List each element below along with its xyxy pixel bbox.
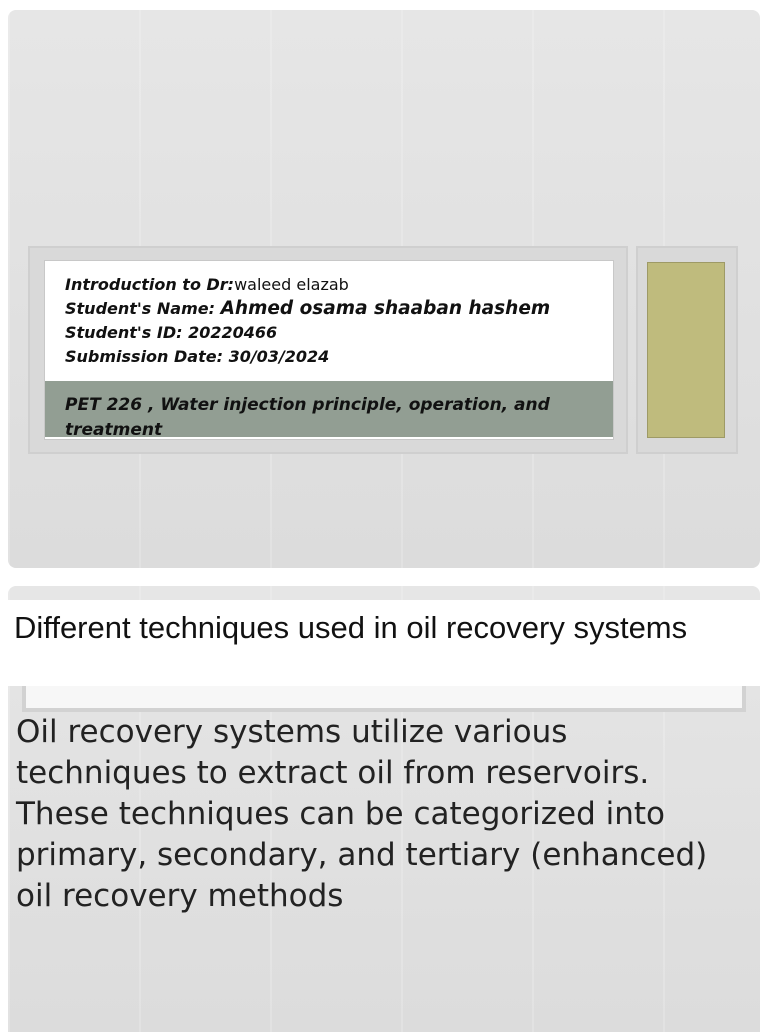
intro-label: Introduction to Dr:: [65, 275, 235, 294]
id-value: 20220466: [188, 323, 278, 342]
body-paragraph: Oil recovery systems utilize various techniques to extract oil from reservoirs. These techniques can be categorized into primary, secondary, and tertiary (enhanced) oil recovery methods: [16, 714, 708, 914]
date-label: Submission Date:: [65, 347, 223, 366]
date-value: 30/03/2024: [228, 347, 330, 366]
side-accent-frame: [636, 246, 738, 454]
course-title-band: [45, 381, 613, 440]
name-label: Student's Name:: [65, 299, 216, 318]
accent-block: [647, 262, 725, 438]
intro-line: [65, 273, 605, 297]
course-title: PET 226 , Water injection principle, operation, and treatment: [65, 395, 550, 440]
student-info: [65, 273, 605, 369]
slide-heading: Different techniques used in oil recovery systems: [14, 610, 688, 645]
id-line: [65, 321, 605, 345]
title-slide: [8, 10, 760, 568]
date-line: [65, 345, 605, 369]
title-card: [44, 260, 614, 440]
intro-value: waleed elazab: [234, 275, 349, 294]
name-line: [65, 297, 605, 321]
id-label: Student's ID:: [65, 323, 183, 342]
name-value: Ahmed osama shaaban hashem: [220, 298, 551, 319]
title-card-frame: [28, 246, 628, 454]
